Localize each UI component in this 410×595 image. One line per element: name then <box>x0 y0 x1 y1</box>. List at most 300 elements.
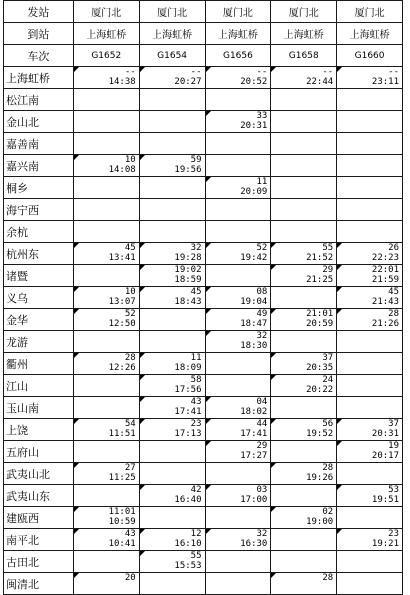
cell-corner-marker <box>206 243 211 248</box>
time-cell <box>73 199 139 221</box>
cell-corner-marker <box>74 419 79 424</box>
cell-corner-marker <box>271 243 276 248</box>
arrival-time: 12 <box>190 529 202 539</box>
time-cell <box>205 353 271 375</box>
time-cell <box>205 177 271 199</box>
station-name: 龙游 <box>4 331 74 353</box>
station-row <box>4 133 403 155</box>
time-cell <box>271 155 337 177</box>
depart-station: 厦门北 <box>205 1 271 23</box>
cell-corner-marker <box>206 529 211 534</box>
arrival-time: 37 <box>388 419 399 429</box>
departure-time: 21:26 <box>371 319 399 329</box>
cell-corner-marker <box>271 573 276 578</box>
departure-time: 19:42 <box>240 253 268 263</box>
time-cell <box>73 463 139 485</box>
time-cell <box>337 265 403 287</box>
time-cell <box>205 419 271 441</box>
timetable-body <box>4 1 403 595</box>
cell-corner-marker <box>337 67 342 72</box>
cell-corner-marker <box>140 551 145 556</box>
station-row <box>4 243 403 265</box>
station-name: 上饶 <box>4 419 74 441</box>
station-name: 金山北 <box>4 111 74 133</box>
station-name: 上海虹桥 <box>4 67 74 89</box>
time-cell <box>139 529 205 551</box>
time-cell <box>271 287 337 309</box>
departure-time: 10:59 <box>108 517 136 527</box>
arrival-time: 28 <box>322 463 334 473</box>
departure-time: 22:44 <box>306 77 334 87</box>
time-cell <box>271 573 337 595</box>
time-cell <box>139 551 205 573</box>
time-cell <box>73 287 139 309</box>
departure-time: 17:41 <box>240 429 268 439</box>
arrive-station: 上海虹桥 <box>205 23 271 45</box>
station-row <box>4 177 403 199</box>
departure-time: 16:10 <box>174 539 202 549</box>
station-name: 江山 <box>4 375 74 397</box>
cell-corner-marker <box>206 309 211 314</box>
time-cell <box>271 441 337 463</box>
train-number: G1660 <box>337 45 403 67</box>
time-cell <box>73 529 139 551</box>
station-row <box>4 199 403 221</box>
station-row <box>4 419 403 441</box>
departure-time: 20:17 <box>371 451 399 461</box>
time-cell <box>271 199 337 221</box>
departure-time: 20:09 <box>240 187 268 197</box>
time-cell <box>337 441 403 463</box>
time-cell <box>73 133 139 155</box>
time-cell <box>205 485 271 507</box>
cell-corner-marker <box>337 529 342 534</box>
time-cell <box>139 441 205 463</box>
timetable-sheet <box>3 0 403 595</box>
arrive-station-row <box>4 23 403 45</box>
arrival-time: 58 <box>190 375 202 385</box>
station-row <box>4 485 403 507</box>
departure-time: 20:31 <box>371 429 399 439</box>
time-cell <box>271 375 337 397</box>
arrival-time: 26 <box>388 243 399 253</box>
time-cell <box>139 507 205 529</box>
time-cell <box>139 155 205 177</box>
arrival-time: 55 <box>190 551 202 561</box>
time-cell <box>337 287 403 309</box>
departure-time: 20:31 <box>240 121 268 131</box>
departure-time: 16:40 <box>174 495 202 505</box>
time-cell <box>271 507 337 529</box>
time-cell <box>337 133 403 155</box>
arrival-time: -- <box>124 67 136 77</box>
arrival-time: 52 <box>256 243 268 253</box>
arrival-time: 32 <box>256 331 268 341</box>
cell-corner-marker <box>337 287 342 292</box>
cell-corner-marker <box>271 353 276 358</box>
departure-time: 12:26 <box>108 363 136 373</box>
time-cell <box>139 287 205 309</box>
cell-corner-marker <box>337 265 342 270</box>
train-number: G1658 <box>271 45 337 67</box>
time-cell <box>205 111 271 133</box>
cell-corner-marker <box>271 419 276 424</box>
time-cell <box>205 309 271 331</box>
station-name: 杭州东 <box>4 243 74 265</box>
time-cell <box>73 67 139 89</box>
time-cell <box>205 221 271 243</box>
arrival-time: 53 <box>388 485 399 495</box>
departure-time: 19:04 <box>240 297 268 307</box>
station-name: 诸暨 <box>4 265 74 287</box>
arrival-time: 19:02 <box>174 265 202 275</box>
time-cell <box>73 221 139 243</box>
station-row <box>4 529 403 551</box>
station-row <box>4 397 403 419</box>
cell-corner-marker <box>206 111 211 116</box>
arrival-time: 27 <box>124 463 136 473</box>
arrive-station: 上海虹桥 <box>73 23 139 45</box>
time-cell <box>337 353 403 375</box>
arrival-time: 10 <box>124 155 136 165</box>
arrival-time: 45 <box>124 243 136 253</box>
departure-time: 17:41 <box>174 407 202 417</box>
cell-corner-marker <box>271 67 276 72</box>
station-name: 余杭 <box>4 221 74 243</box>
time-cell <box>139 573 205 595</box>
time-cell <box>337 67 403 89</box>
cell-corner-marker <box>74 529 79 534</box>
cell-corner-marker <box>206 441 211 446</box>
train-number: G1654 <box>139 45 205 67</box>
arrival-time: 11 <box>256 177 268 187</box>
time-cell <box>139 133 205 155</box>
time-cell <box>271 551 337 573</box>
station-row <box>4 463 403 485</box>
time-cell <box>337 507 403 529</box>
departure-time: 13:07 <box>108 297 136 307</box>
cell-corner-marker <box>206 331 211 336</box>
departure-time: 15:53 <box>174 561 202 571</box>
arrive-station: 上海虹桥 <box>139 23 205 45</box>
station-row <box>4 67 403 89</box>
cell-corner-marker <box>74 463 79 468</box>
station-row <box>4 89 403 111</box>
arrival-time: 49 <box>256 309 268 319</box>
time-cell <box>337 155 403 177</box>
time-cell <box>139 67 205 89</box>
depart-station: 厦门北 <box>73 1 139 23</box>
station-row <box>4 155 403 177</box>
time-cell <box>205 551 271 573</box>
arrival-time: 42 <box>190 485 202 495</box>
cell-corner-marker <box>206 397 211 402</box>
arrival-time: 32 <box>256 529 268 539</box>
arrival-time: 44 <box>256 419 268 429</box>
departure-time: 23:11 <box>371 77 399 87</box>
departure-time: 21:43 <box>371 297 399 307</box>
time-cell <box>73 573 139 595</box>
departure-time: 17:56 <box>174 385 202 395</box>
departure-time: 19:00 <box>306 517 334 527</box>
station-row <box>4 375 403 397</box>
cell-corner-marker <box>140 419 145 424</box>
arrival-time: 33 <box>256 111 268 121</box>
departure-time: 11:51 <box>108 429 136 439</box>
arrival-time: -- <box>322 67 334 77</box>
time-cell <box>73 309 139 331</box>
cell-corner-marker <box>206 419 211 424</box>
arrival-time: 28 <box>322 573 334 583</box>
time-cell <box>337 573 403 595</box>
time-cell <box>205 265 271 287</box>
time-cell <box>271 419 337 441</box>
cell-corner-marker <box>206 485 211 490</box>
time-cell <box>73 485 139 507</box>
time-cell <box>337 309 403 331</box>
cell-corner-marker <box>74 67 79 72</box>
departure-time: 19:51 <box>371 495 399 505</box>
station-name: 武夷山东 <box>4 485 74 507</box>
arrival-time: 43 <box>124 529 136 539</box>
time-cell <box>271 133 337 155</box>
departure-time: 17:00 <box>240 495 268 505</box>
time-cell <box>337 177 403 199</box>
time-cell <box>271 529 337 551</box>
time-cell <box>271 221 337 243</box>
time-cell <box>337 111 403 133</box>
departure-time: 18:02 <box>240 407 268 417</box>
cell-corner-marker <box>206 177 211 182</box>
station-row <box>4 353 403 375</box>
time-cell <box>205 573 271 595</box>
time-cell <box>73 375 139 397</box>
cell-corner-marker <box>271 309 276 314</box>
time-cell <box>73 89 139 111</box>
time-cell <box>271 331 337 353</box>
time-cell <box>271 353 337 375</box>
station-name: 古田北 <box>4 551 74 573</box>
time-cell <box>139 177 205 199</box>
arrival-time: 20 <box>124 573 136 583</box>
cell-corner-marker <box>74 287 79 292</box>
time-cell <box>205 155 271 177</box>
departure-time: 17:27 <box>240 451 268 461</box>
station-name: 海宁西 <box>4 199 74 221</box>
train-label: 车次 <box>4 45 74 67</box>
arrive-station: 上海虹桥 <box>271 23 337 45</box>
station-name: 建瓯西 <box>4 507 74 529</box>
time-cell <box>337 243 403 265</box>
departure-time: 18:43 <box>174 297 202 307</box>
arrival-time: 23 <box>190 419 202 429</box>
cell-corner-marker <box>140 485 145 490</box>
cell-corner-marker <box>337 243 342 248</box>
time-cell <box>205 89 271 111</box>
departure-time: 17:13 <box>174 429 202 439</box>
train-number: G1656 <box>205 45 271 67</box>
cell-corner-marker <box>74 507 79 512</box>
cell-corner-marker <box>74 309 79 314</box>
arrival-time: 02 <box>322 507 334 517</box>
time-cell <box>205 331 271 353</box>
cell-corner-marker <box>140 287 145 292</box>
station-row <box>4 507 403 529</box>
arrival-time: 08 <box>256 287 268 297</box>
timetable <box>3 0 403 595</box>
cell-corner-marker <box>140 375 145 380</box>
arrival-time: 19 <box>388 441 399 451</box>
cell-corner-marker <box>140 353 145 358</box>
time-cell <box>337 397 403 419</box>
station-name: 武夷山北 <box>4 463 74 485</box>
departure-time: 21:52 <box>306 253 334 263</box>
cell-corner-marker <box>140 265 145 270</box>
time-cell <box>271 67 337 89</box>
departure-time: 20:59 <box>306 319 334 329</box>
cell-corner-marker <box>206 287 211 292</box>
time-cell <box>337 199 403 221</box>
departure-time: 19:56 <box>174 165 202 175</box>
departure-time: 20:35 <box>306 363 334 373</box>
arrival-time: 45 <box>190 287 202 297</box>
station-name: 五府山 <box>4 441 74 463</box>
station-name: 松江南 <box>4 89 74 111</box>
station-name: 义乌 <box>4 287 74 309</box>
departure-time: 12:50 <box>108 319 136 329</box>
time-cell <box>73 397 139 419</box>
station-row <box>4 265 403 287</box>
departure-time: 18:59 <box>174 275 202 285</box>
arrival-time: 24 <box>322 375 334 385</box>
cell-corner-marker <box>140 67 145 72</box>
time-cell <box>337 89 403 111</box>
station-row <box>4 573 403 595</box>
cell-corner-marker <box>140 243 145 248</box>
departure-time: 20:52 <box>240 77 268 87</box>
departure-time: 18:47 <box>240 319 268 329</box>
time-cell <box>73 243 139 265</box>
time-cell <box>271 89 337 111</box>
time-cell <box>337 331 403 353</box>
departure-time: 21:25 <box>306 275 334 285</box>
departure-time: 14:38 <box>108 77 136 87</box>
station-row <box>4 309 403 331</box>
arrive-station: 上海虹桥 <box>337 23 403 45</box>
time-cell <box>205 441 271 463</box>
time-cell <box>139 199 205 221</box>
departure-time: 13:41 <box>108 253 136 263</box>
time-cell <box>73 331 139 353</box>
time-cell <box>205 463 271 485</box>
time-cell <box>73 111 139 133</box>
departure-time: 18:30 <box>240 341 268 351</box>
arrival-time: 11 <box>190 353 202 363</box>
departure-time: 10:41 <box>108 539 136 549</box>
time-cell <box>139 243 205 265</box>
time-cell <box>73 353 139 375</box>
station-name: 玉山南 <box>4 397 74 419</box>
time-cell <box>139 397 205 419</box>
cell-corner-marker <box>271 375 276 380</box>
departure-time: 11:25 <box>108 473 136 483</box>
cell-corner-marker <box>337 485 342 490</box>
time-cell <box>271 463 337 485</box>
arrival-time: -- <box>256 67 268 77</box>
time-cell <box>271 485 337 507</box>
departure-time: 19:52 <box>306 429 334 439</box>
station-row <box>4 111 403 133</box>
time-cell <box>73 155 139 177</box>
depart-station: 厦门北 <box>139 1 205 23</box>
arrival-time: 28 <box>388 309 399 319</box>
departure-time: 20:22 <box>306 385 334 395</box>
time-cell <box>271 177 337 199</box>
station-name: 金华 <box>4 309 74 331</box>
arrival-time: -- <box>388 67 399 77</box>
arrival-time: 52 <box>124 309 136 319</box>
time-cell <box>271 397 337 419</box>
departure-time: 19:28 <box>174 253 202 263</box>
time-cell <box>205 133 271 155</box>
time-cell <box>337 419 403 441</box>
station-row <box>4 551 403 573</box>
cell-corner-marker <box>206 67 211 72</box>
cell-corner-marker <box>271 507 276 512</box>
time-cell <box>139 463 205 485</box>
cell-corner-marker <box>271 463 276 468</box>
arrive-label: 到站 <box>4 23 74 45</box>
arrival-time: 55 <box>322 243 334 253</box>
cell-corner-marker <box>140 529 145 534</box>
arrival-time: 54 <box>124 419 136 429</box>
departure-time: 18:09 <box>174 363 202 373</box>
arrival-time: 45 <box>388 287 399 297</box>
arrival-time: 37 <box>322 353 334 363</box>
time-cell <box>205 375 271 397</box>
cell-corner-marker <box>271 265 276 270</box>
time-cell <box>337 375 403 397</box>
cell-corner-marker <box>74 243 79 248</box>
time-cell <box>139 485 205 507</box>
time-cell <box>205 507 271 529</box>
arrival-time: 03 <box>256 485 268 495</box>
train-number-row <box>4 45 403 67</box>
departure-time: 20:27 <box>174 77 202 87</box>
depart-station-row <box>4 1 403 23</box>
station-row <box>4 221 403 243</box>
time-cell <box>139 221 205 243</box>
time-cell <box>73 507 139 529</box>
time-cell <box>205 199 271 221</box>
time-cell <box>337 551 403 573</box>
time-cell <box>271 309 337 331</box>
arrival-time: 22:01 <box>371 265 399 275</box>
time-cell <box>139 375 205 397</box>
station-name: 南平北 <box>4 529 74 551</box>
arrival-time: -- <box>190 67 202 77</box>
cell-corner-marker <box>337 309 342 314</box>
departure-time: 19:21 <box>371 539 399 549</box>
train-number: G1652 <box>73 45 139 67</box>
cell-corner-marker <box>140 397 145 402</box>
station-name: 闽清北 <box>4 573 74 595</box>
time-cell <box>73 177 139 199</box>
time-cell <box>205 397 271 419</box>
arrival-time: 29 <box>256 441 268 451</box>
station-row <box>4 287 403 309</box>
arrival-time: 43 <box>190 397 202 407</box>
